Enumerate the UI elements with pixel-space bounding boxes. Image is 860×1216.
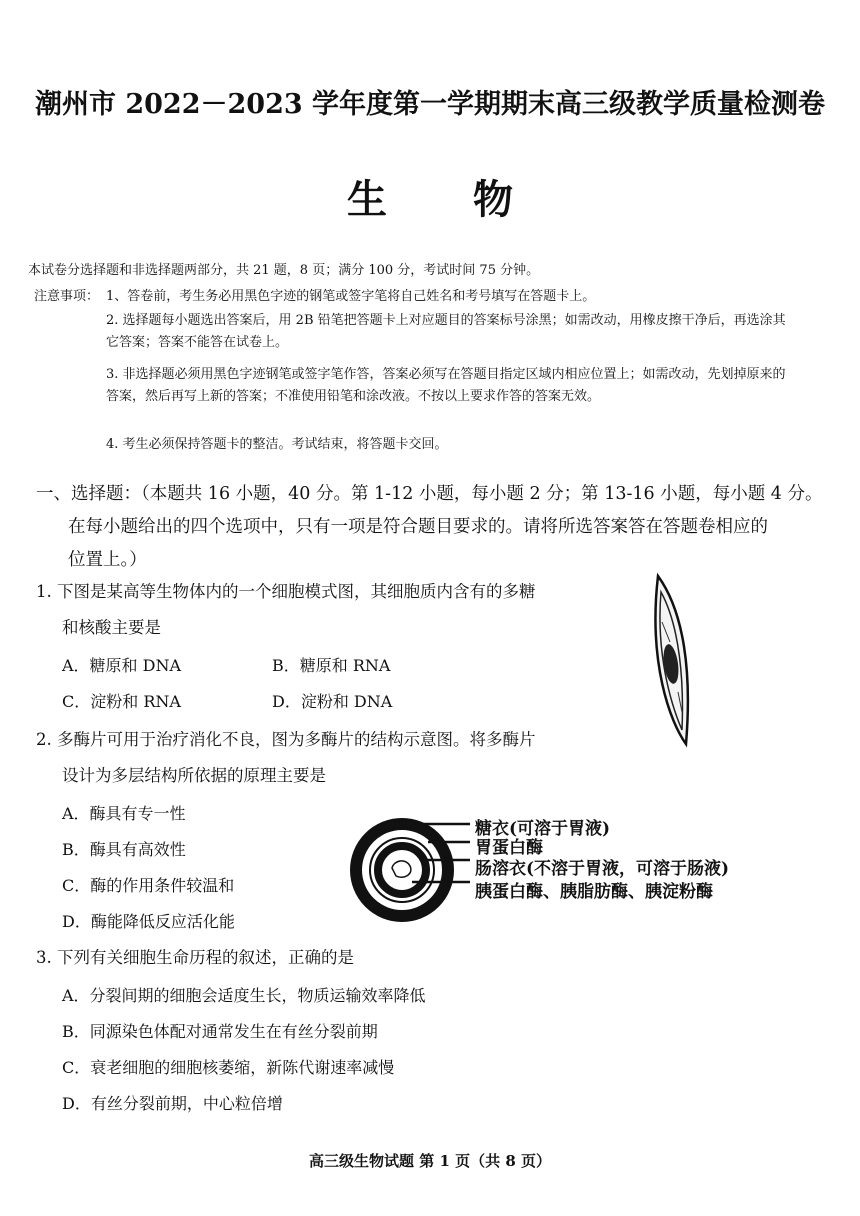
q2-option-a: A．酶具有专一性 [62,804,186,823]
figure-label-pancreatic-enzymes: 胰蛋白酶、胰脂肪酶、胰淀粉酶 [475,882,713,902]
section-line-3: 位置上。） [68,550,147,570]
q1-stem: 1. 下图是某高等生物体内的一个细胞模式图，其细胞质内含有的多糖 [36,582,536,601]
notes-label: 注意事项： [34,289,100,304]
q1-option-b: B．糖原和 RNA [272,656,391,675]
q2-stem-2: 设计为多层结构所依据的原理主要是 [62,766,326,785]
q1-option-d: D．淀粉和 DNA [272,692,393,711]
q3-option-c: C．衰老细胞的细胞核萎缩，新陈代谢速率减慢 [62,1058,395,1077]
q1-stem-2: 和核酸主要是 [62,618,161,637]
q2-option-d: D．酶能降低反应活化能 [62,912,235,931]
spindle-cell-figure [640,572,696,748]
enzyme-tablet-figure [350,812,470,924]
q2-option-c: C．酶的作用条件较温和 [62,876,235,895]
subject-title: 生 物 [347,176,549,223]
note-1: 1、答卷前，考生务必用黑色字迹的钢笔或签字笔将自己姓名和考号填写在答题卡上。 [106,289,596,304]
figure-label-sugar-coat: 糖衣(可溶于胃液) [475,819,611,839]
figure-label-enteric-coat: 肠溶衣(不溶于胃液，可溶于肠液) [475,859,730,879]
q3-option-a: A．分裂间期的细胞会适度生长，物质运输效率降低 [62,986,426,1005]
q3-option-d: D．有丝分裂前期，中心粒倍增 [62,1094,283,1113]
section-heading: 一、选择题：（本题共 16 小题，40 分。第 1-12 小题，每小题 2 分；第 13-16 小题，每小题 4 分。 [36,484,823,504]
exam-intro: 本试卷分选择题和非选择题两部分，共 21 题，8 页；满分 100 分，考试时间 75 分钟。 [28,263,540,278]
q3-option-b: B．同源染色体配对通常发生在有丝分裂前期 [62,1022,378,1041]
q2-option-b: B．酶具有高效性 [62,840,186,859]
note-4: 4. 考生必须保持答题卡的整洁。考试结束，将答题卡交回。 [106,437,448,452]
q3-stem: 3. 下列有关细胞生命历程的叙述，正确的是 [36,948,354,967]
section-line-2: 在每小题给出的四个选项中，只有一项是符合题目要求的。请将所选答案答在答题卷相应的 [68,517,768,537]
q1-option-c: C．淀粉和 RNA [62,692,181,711]
exam-title: 潮州市 2022－2023 学年度第一学期期末高三级教学质量检测卷 [34,89,826,120]
page-footer: 高三级生物试题 第 1 页（共 8 页） [309,1152,551,1170]
figure-label-pepsin: 胃蛋白酶 [475,838,543,858]
note-3: 3. 非选择题必须用黑色字迹钢笔或签字笔作答，答案必须写在答题目指定区域内相应位置上；如需改动，先划掉原来的答案，然后再写上新的答案；不准使用铅笔和涂改液。不按以上要求作答的答案无效。 [106,367,786,404]
q1-option-a: A．糖原和 DNA [62,656,182,675]
note-2: 2. 选择题每小题选出答案后，用 2B 铅笔把答题卡上对应题目的答案标号涂黑；如需改动，用橡皮擦干净后，再选涂其它答案；答案不能答在试卷上。 [106,313,786,350]
q2-stem: 2. 多酶片可用于治疗消化不良，图为多酶片的结构示意图。将多酶片 [36,730,536,749]
